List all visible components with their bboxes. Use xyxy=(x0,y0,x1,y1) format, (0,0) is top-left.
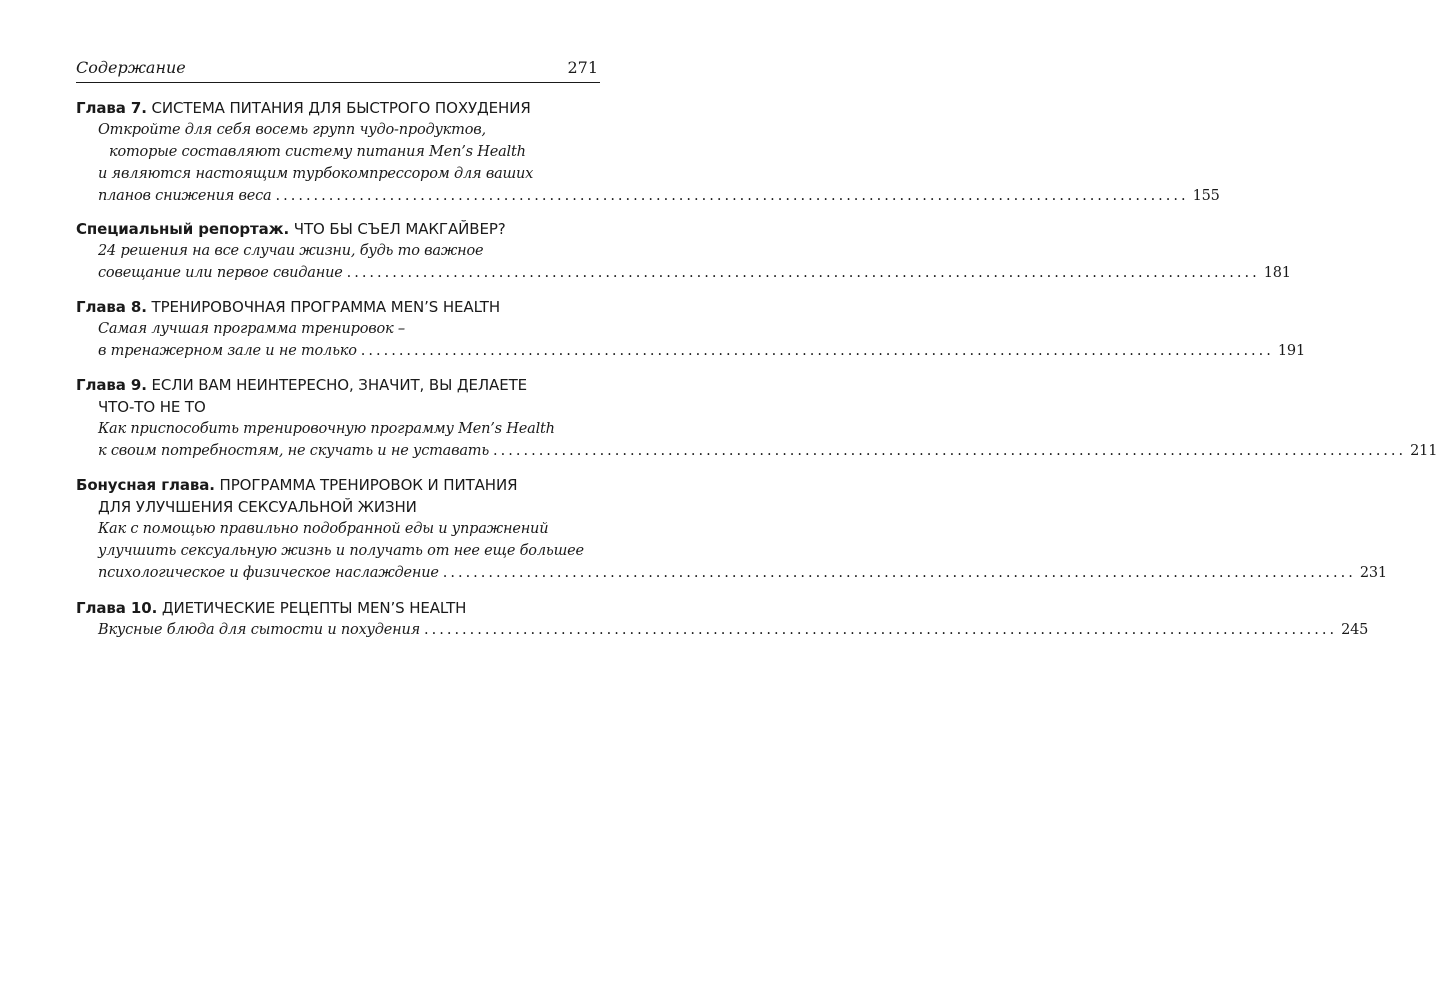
toc-entry-leader-line xyxy=(76,340,1305,362)
toc-entry-chapter-7[interactable] xyxy=(76,97,1220,207)
toc-entry-title: ПРОГРАММА ТРЕНИРОВОК И ПИТАНИЯ xyxy=(219,476,518,494)
toc-entry-description: и являются настоящим турбокомпрессором для ваших xyxy=(98,166,534,182)
toc-entry-label: Глава 9. xyxy=(76,376,147,394)
dot-leader: ........................................................................................................................ xyxy=(493,443,1407,459)
toc-entry-description: Вкусные блюда для сытости и похудения xyxy=(98,622,421,638)
toc-entry-heading xyxy=(76,597,600,619)
page-number: 271 xyxy=(567,58,598,77)
toc-entry-title: ТРЕНИРОВОЧНАЯ ПРОГРАММА MEN’S HEALTH xyxy=(151,298,501,316)
toc-entry-title: ЧТО-ТО НЕ ТО xyxy=(98,398,206,416)
toc-entry-page[interactable]: 231 xyxy=(1359,565,1387,581)
toc-entry-page[interactable]: 181 xyxy=(1263,265,1291,281)
dot-leader: ........................................................................................................................ xyxy=(346,265,1260,281)
toc-entry-leader-line xyxy=(76,562,1387,584)
dot-leader: ........................................................................................................................ xyxy=(275,188,1189,204)
toc-entry-page[interactable]: 191 xyxy=(1277,343,1305,359)
toc-entry-heading xyxy=(76,474,600,496)
toc-entry-title: ДИЕТИЧЕСКИЕ РЕЦЕПТЫ MEN’S HEALTH xyxy=(161,599,467,617)
toc-entry-label: Глава 7. xyxy=(76,99,147,117)
toc-entry-chapter-9[interactable] xyxy=(76,374,1437,462)
running-header-title: Содержание xyxy=(76,58,186,77)
toc-entry-page[interactable]: 211 xyxy=(1410,443,1437,459)
toc-entry-title: ЕСЛИ ВАМ НЕИНТЕРЕСНО, ЗНАЧИТ, ВЫ ДЕЛАЕТЕ xyxy=(151,376,528,394)
toc-entry-description: Откройте для себя восемь групп чудо-продуктов, xyxy=(98,122,486,138)
toc-entry-title: ЧТО БЫ СЪЕЛ МАКГАЙВЕР? xyxy=(293,220,506,238)
toc-entry-heading xyxy=(76,97,600,119)
toc-entry-description: планов снижения веса xyxy=(98,188,272,204)
toc-entry-description: 24 решения на все случаи жизни, будь то важное xyxy=(98,243,484,259)
toc-entry-description: к своим потребностям, не скучать и не уставать xyxy=(98,443,490,459)
toc-entry-description: психологическое и физическое наслаждение xyxy=(98,565,439,581)
dot-leader: ........................................................................................................................ xyxy=(424,622,1338,638)
dot-leader: ........................................................................................................................ xyxy=(360,343,1274,359)
toc-entry-chapter-10[interactable] xyxy=(76,597,1369,641)
toc-entry-leader-line xyxy=(76,185,1220,207)
toc-entry-page[interactable]: 155 xyxy=(1192,188,1220,204)
dot-leader: ........................................................................................................................ xyxy=(442,565,1356,581)
toc-entry-label: Глава 8. xyxy=(76,298,147,316)
toc-entry-leader-line xyxy=(76,262,1291,284)
toc-entry-description: Как приспособить тренировочную программу Men’s Health xyxy=(98,421,555,437)
toc-entry-description: которые составляют систему питания Men’s Health xyxy=(109,144,526,160)
toc-entry-description: Как с помощью правильно подобранной еды и упражнений xyxy=(98,521,549,537)
toc-entry-description: Самая лучшая программа тренировок – xyxy=(98,321,405,337)
toc-entry-label: Специальный репортаж. xyxy=(76,220,290,238)
running-header xyxy=(76,48,600,83)
toc-entry-heading xyxy=(76,218,600,240)
toc-entry-leader-line xyxy=(76,440,1437,462)
toc-entry-leader-line xyxy=(76,619,1369,641)
toc-entry-heading xyxy=(76,296,600,318)
toc-entry-title: ДЛЯ УЛУЧШЕНИЯ СЕКСУАЛЬНОЙ ЖИЗНИ xyxy=(98,498,417,516)
toc-entry-description: совещание или первое свидание xyxy=(98,265,343,281)
toc-entry-title: СИСТЕМА ПИТАНИЯ ДЛЯ БЫСТРОГО ПОХУДЕНИЯ xyxy=(151,99,531,117)
toc-entry-page[interactable]: 245 xyxy=(1341,622,1369,638)
toc-entry-heading xyxy=(76,374,600,396)
toc-entry-special-report[interactable] xyxy=(76,218,1291,284)
toc-entry-label: Глава 10. xyxy=(76,599,158,617)
toc-entry-label: Бонусная глава. xyxy=(76,476,215,494)
toc-entry-chapter-8[interactable] xyxy=(76,296,1305,362)
toc-entry-description: в тренажерном зале и не только xyxy=(98,343,357,359)
toc-entry-description: улучшить сексуальную жизнь и получать от нее еще большее xyxy=(98,543,584,559)
toc-entry-bonus-chapter[interactable] xyxy=(76,474,1387,584)
